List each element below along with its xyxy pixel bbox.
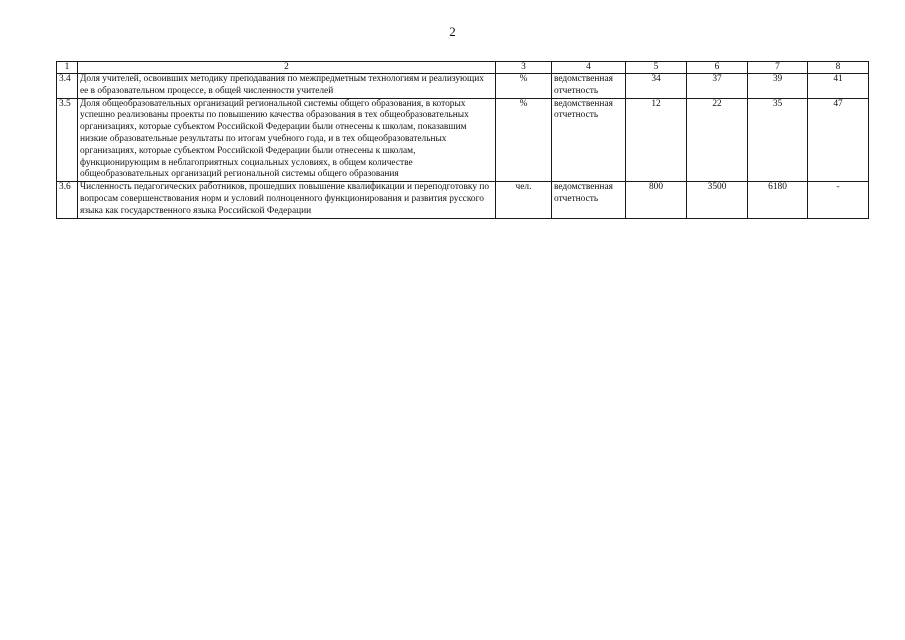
source: ведомственная отчетность bbox=[552, 182, 626, 218]
unit: % bbox=[496, 74, 552, 99]
row-number: 3.4 bbox=[57, 74, 78, 99]
value-col7: 39 bbox=[748, 74, 808, 99]
table-row bbox=[57, 182, 869, 218]
indicator-name: Доля учителей, освоивших методику преподавания по межпредметным технологиям и реализующих ее в образовательном процессе, в общей численности учителей bbox=[78, 74, 496, 99]
value-col8: 47 bbox=[808, 98, 869, 182]
value-col5: 34 bbox=[626, 74, 687, 99]
header-cell-1: 1 bbox=[57, 62, 78, 74]
header-row bbox=[57, 62, 869, 74]
row-number: 3.6 bbox=[57, 182, 78, 218]
table-row bbox=[57, 74, 869, 99]
unit: чел. bbox=[496, 182, 552, 218]
header-cell-5: 5 bbox=[626, 62, 687, 74]
unit: % bbox=[496, 98, 552, 182]
value-col6: 3500 bbox=[687, 182, 748, 218]
indicators-table bbox=[56, 61, 869, 219]
header-cell-3: 3 bbox=[496, 62, 552, 74]
source: ведомственная отчетность bbox=[552, 74, 626, 99]
value-col8: - bbox=[808, 182, 869, 218]
header-cell-2: 2 bbox=[78, 62, 496, 74]
row-number: 3.5 bbox=[57, 98, 78, 182]
value-col5: 12 bbox=[626, 98, 687, 182]
value-col7: 6180 bbox=[748, 182, 808, 218]
table-row bbox=[57, 98, 869, 182]
value-col6: 22 bbox=[687, 98, 748, 182]
header-cell-6: 6 bbox=[687, 62, 748, 74]
value-col8: 41 bbox=[808, 74, 869, 99]
indicator-name: Доля общеобразовательных организаций региональной системы общего образования, в которых успешно реализованы проекты по повышению качества образования в тех общеобразовательных организациях, которые субъектом Российской Федерации были отнесены к школам, показавшим низкие образовательные результаты по итогам учебного года, и в тех общеобразовательных организациях, которые субъектом Российской Федерации были отнесены к школам, функционирующим в неблагоприятных социальных условиях, в общем количестве общеобразовательных организаций региональной системы общего образования bbox=[78, 98, 496, 182]
value-col7: 35 bbox=[748, 98, 808, 182]
value-col5: 800 bbox=[626, 182, 687, 218]
indicator-name: Численность педагогических работников, прошедших повышение квалификации и переподготовку по вопросам совершенствования норм и условий полноценного функционирования и развития русского языка как государственного языка Российской Федерации bbox=[78, 182, 496, 218]
header-cell-4: 4 bbox=[552, 62, 626, 74]
page-number: 2 bbox=[449, 24, 456, 39]
value-col6: 37 bbox=[687, 74, 748, 99]
header-cell-7: 7 bbox=[748, 62, 808, 74]
header-cell-8: 8 bbox=[808, 62, 869, 74]
source: ведомственная отчетность bbox=[552, 98, 626, 182]
